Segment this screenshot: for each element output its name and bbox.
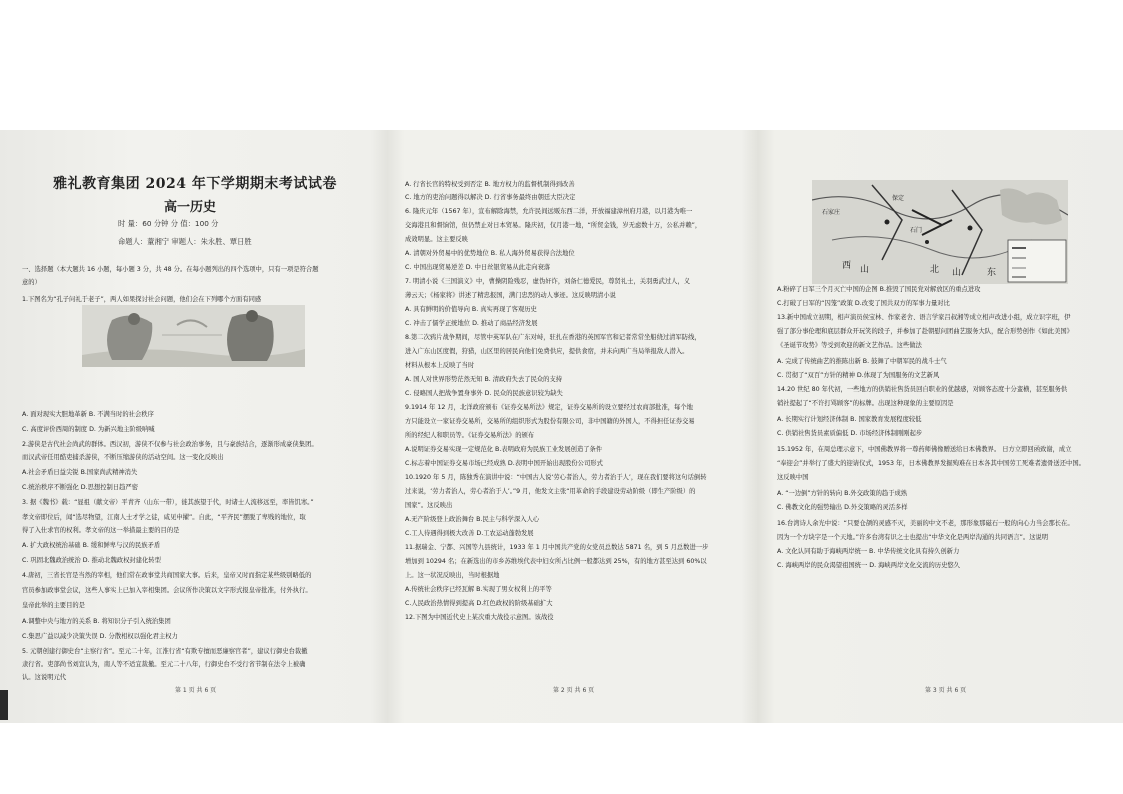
text-line: 9.1914 年 12 月，北洋政府颁布《证券交易所法》规定，证券交易所的设立要经过农商部批准，每个地: [405, 404, 693, 411]
text-line: 销社提起了“不许打骂顾客”的标牌。出现这种现象的主要原因是: [777, 400, 954, 407]
text-line: C.工人待遇得到极大改善 D.工农运动蓬勃发展: [405, 530, 534, 537]
text-line: 官员参加政事堂会议，这些人事实上已加入宰相集团。会议所作决策以文字形式报皇帝批准，付外执行。: [22, 587, 312, 594]
text-line: A. 清朝对外贸易中的优势地位 B. 私人海外贸易获得合法地位: [405, 250, 575, 257]
text-line: C. 冲击了儒学正统地位 D. 推动了商品经济发展: [405, 320, 538, 327]
exam-sheet: [0, 130, 1123, 723]
page-footer-2: 第 2 页 共 6 页: [553, 687, 595, 694]
text-line: C. 地方的吏治问题得以解决 D. 行省事务最终由朝廷大臣决定: [405, 194, 576, 201]
text-line: 所的经纪人和职员等。《证券交易所法》的颁布: [405, 432, 535, 439]
text-line: A.粉碎了日军三个月灭亡中国的企图 B.推毁了国民党对解放区的重点进攻: [777, 286, 981, 293]
text-line: 1.下图名为“孔子问礼于老子”，两人如果探讨社会问题，他们会在下列哪个方面有同感: [22, 296, 262, 303]
text-line: C. 中国出现贸易逆差 D. 中日丝银贸易从此走向衰落: [405, 264, 551, 271]
map-label: 山: [860, 265, 870, 275]
text-line: A.传统社会秩序已经瓦解 B.实现了男女权利上的平等: [405, 586, 552, 593]
painting-figures-icon: [82, 305, 305, 367]
text-line: 成效明显。这主要反映: [405, 236, 468, 243]
time-score: 时 量：60 分钟 分 值：100 分: [118, 219, 219, 228]
text-line: A. 长期实行计划经济体制 B. 国家教育发展程度较低: [777, 416, 922, 423]
text-line: 8.第二次鸦片战争期间，尽管中英军队在广东对峙，驻扎在香港的英国军官和记者常常坐船绕过清军防线，: [405, 334, 701, 341]
text-line: 而汉武帝任用酷吏捕杀游侠，不断压缩游侠的活动空间。这一变化反映出: [22, 454, 224, 461]
text-line: A. 面对现实大胆地革新 B. 不满当时的社会秩序: [22, 411, 154, 418]
text-line: C.统治秩序不断强化 D.思想控制日趋严密: [22, 484, 139, 491]
text-line: 得了入仕求官的权利。孝文帝的这一举措最主要的目的是: [22, 527, 180, 534]
text-line: 皇帝此举的主要目的是: [22, 602, 85, 609]
scan-edge: [0, 690, 8, 720]
text-line: 认。这说明元代: [22, 674, 67, 681]
text-line: 交海港且和督饷馆，但仍禁止对日本贸易。隆庆初，仅月港一地，“所贸金钱，岁无虑数十万，公私并赖”，: [405, 222, 702, 229]
text-line: 15.1952 年，在周总理示意下，中国佛教界将一尊药师佛像赠送给日本佛教界。 日方立即回函致谢，成立: [777, 446, 1072, 453]
text-line: C. 佛教文化的强势输出 D.外交策略的灵活多样: [777, 504, 908, 511]
map-label: 东: [987, 268, 997, 278]
text-line: A. 文化认同有助于海峡两岸统一 B. 中华传统文化具有持久创新力: [777, 548, 960, 555]
text-line: 过来说，‘劳力者治人，劳心者治于人’。”9 月，他发文主张“用革命的手段建设劳动阶级（即生产阶级）的: [405, 488, 696, 495]
text-line: 增加到 10294 名；在新选出的市乡苏维埃代表中妇女所占比例一般都达到 25%，有的地方甚至达到 60%以: [405, 558, 707, 565]
text-line: A. 行省长官的特权受到否定 B. 地方权力的监督机制得到改善: [405, 181, 575, 188]
map-label: 北: [930, 265, 940, 275]
text-line: 意的）: [22, 279, 41, 286]
text-line: 2.游侠是古代社会尚武的群体。西汉初，游侠不仅参与社会政治事务，且与豪族结合，逐渐形成豪侠集团。: [22, 441, 318, 448]
text-line: C. 侵略国人把战争置身事外 D. 民众的民族意识较为缺失: [405, 390, 563, 397]
text-line: A. 完成了传统曲艺的推陈出新 B. 鼓舞了中朝军民的战斗士气: [777, 358, 947, 365]
text-line: A. “一边倒”方针的转向 B.外交政策的趋于成熟: [777, 490, 908, 497]
text-line: C. 供销社售货员素质偏低 D. 市场经济体制刚刚起步: [777, 430, 923, 437]
text-line: 一、选择题（本大题共 16 小题，每小题 3 分，共 48 分。在每小题列出的四个选项中，只有一项是符合题: [22, 266, 319, 273]
text-line: A. 具有鲜明的价值导向 B. 真实再现了客观历史: [405, 306, 537, 313]
map-label: 保定: [892, 195, 905, 202]
text-line: 13.新中国成立初期，相声演员侯宝林、作家老舍、语言学家吕叔湘等成立相声改进小组，成立识字班，伊: [777, 314, 1071, 321]
text-line: C.打破了日军的“囚笼”政策 D.改变了国共双方的军事力量对比: [777, 300, 950, 307]
text-line: 14.20 世纪 80 年代初，一些地方的供销社售货员回自职业的优越感，对顾客态度十分蛮横，甚至服务供: [777, 386, 1068, 393]
exam-subtitle: 高一历史: [163, 200, 216, 215]
text-line: 6. 隆庆元年（1567 年），宣布解除海禁，允许民间远贩东西二洋，开放福建漳州府月港，以月港为唯一: [405, 208, 693, 215]
map-label: 山: [952, 268, 962, 278]
text-line: C. 海峡两岸的民众渴望祖国统一 D. 海峡两岸文化交流的历史悠久: [777, 562, 960, 569]
text-line: 10.1920 年 5 月，陈独秀在演讲中说：“中国古人说‘劳心者治人，劳力者治于人’，现在我们要将这句话倒转: [405, 474, 707, 481]
text-line: A. 国人对世界形势茫然无知 B. 清政府失去了民众的支持: [405, 376, 563, 383]
text-line: 因为一个方块字是一个天地。”许多台湾有识之士也提出“中华文化是两岸沟通的共同语言”。这说明: [777, 534, 1049, 541]
text-line: C.集思广益以减少决策失误 D. 分散相权以强化君主权力: [22, 633, 178, 640]
text-line: C.人民政治热情得到提高 D.红色政权的阶级基础扩大: [405, 600, 553, 607]
page-footer-1: 第 1 页 共 6 页: [175, 687, 217, 694]
text-line: C.标志着中国证券交易市场已经成熟 D.表明中国开始出现股份公司形式: [405, 460, 603, 467]
text-line: 11.据瑞金、宁都、兴国等九县统计，1933 年 1 月中国共产党的女党员总数达 5871 名，到 5 月总数进一步: [405, 544, 709, 551]
text-line: C. 贯彻了“双百”方针的精神 D.体现了为国服务的文艺新风: [777, 372, 940, 379]
text-line: C. 高度评价西周的制度 D. 为新兴地主阶级呐喊: [22, 426, 155, 433]
exam-title: 雅礼教育集团 2024 年下学期期末考试试卷: [53, 176, 337, 192]
battle-map-icon: [812, 180, 1068, 284]
text-line: 16.台湾诗人余光中说：“只要仓颉的灵感不灭，美丽的中文不老，那形象那磁石一般的向心力当会那长在。: [777, 520, 1074, 527]
text-line: C. 巩固北魏政治统治 D. 推动北魏政权封建化转型: [22, 557, 161, 564]
text-line: A. 扩大政权统治基础 B. 缓和鲜卑与汉的民族矛盾: [22, 542, 161, 549]
map-label: 石门: [910, 227, 923, 234]
text-line: 上。这一状况反映出，当时根据地: [405, 572, 500, 579]
text-line: 孝文帝即位后，闻“选尽物望，江南人士才学之徒，咸见申擢”。自此，“平齐民”摆脱了卑贱的地位，取: [22, 514, 306, 521]
text-line: 隶行省。吏部尚书刘宣认为，南人等不适宜裁撤。至元二十八年，行御史台不受行省节制在法令上被确: [22, 661, 306, 668]
text-line: 5. 元朝创建行御史台“主察行省”。至元二十年，江淮行省“有欺专擅而恶廉察官者”，建议行御史台裁撤: [22, 648, 308, 655]
text-line: 12.下图为中国近代史上某次重大战役示意图。该战役: [405, 614, 554, 621]
page-footer-3: 第 3 页 共 6 页: [925, 687, 967, 694]
text-line: 薄云天；《杨家将》讲述了精忠报国，满门忠烈的动人事迹。这反映明清小说: [405, 292, 616, 299]
text-line: 进入广东山区度假，狩猎，山区里的居民向他们免费供应，提供食宿，并未向两广当局举报敌人潜入。: [405, 348, 689, 355]
text-line: 强了部分事伦理和底层群众开玩笑的段子，并参加了赴朝慰问团曲艺服务大队，配合形势创作《如此美国》: [777, 328, 1073, 335]
text-line: A.无产阶级登上政治舞台 B.民主与科学深入人心: [405, 516, 540, 523]
text-line: “奉迎会”并举行了盛大的迎请仪式，1953 年，日本佛教界发掘殉难在日本各其中国劳工死难者遗骨送还中国。: [777, 460, 1085, 467]
text-line: A.社会矛盾日益尖锐 B.国家尚武精神消失: [22, 469, 138, 476]
text-line: 《圣诞节攻势》等受到欢迎的新文艺作品。这些做法: [777, 342, 922, 349]
text-line: 国家”。这反映出: [405, 502, 453, 509]
illustration-confucius-laozi: [82, 305, 305, 367]
text-line: 3. 据《魏书》载：“显祖（献文帝）平青齐（山东一带），徙其族望于代，时诸士人流移远至，率皆饥寒。”: [22, 499, 314, 506]
text-line: 这反映中国: [777, 474, 809, 481]
map-label: 西: [842, 261, 852, 271]
text-line: A.说明证券交易实现一定规范化 B.表明政府为民族工业发展创造了条件: [405, 446, 603, 453]
text-line: A.调整中央与地方的关系 B. 将知识分子引入统治集团: [22, 618, 171, 625]
map-label: 石家庄: [822, 209, 841, 216]
authors: 命题人：蕫湘宁 审题人：朱永胜、覃日胜: [118, 237, 252, 246]
text-line: 方只能设立一家证券交易所，交易所的组织形式为股份有限公司，非中国籍的外国人，不得担任证券交易: [405, 418, 695, 425]
text-line: 4.唐初，三省长官是当然的宰相，他们常在政事堂共商国家大事。后来，皇帝又时而指定某些级别略低的: [22, 572, 312, 579]
battle-map: [812, 180, 1068, 284]
text-line: 7. 明清小说《三国演义》中，曹操阴险残忍，虚伪奸诈，刘备仁德爱民，尊贤礼士，关羽勇武过人，义: [405, 278, 691, 285]
text-line: 材料从根本上反映了当时: [405, 362, 475, 369]
